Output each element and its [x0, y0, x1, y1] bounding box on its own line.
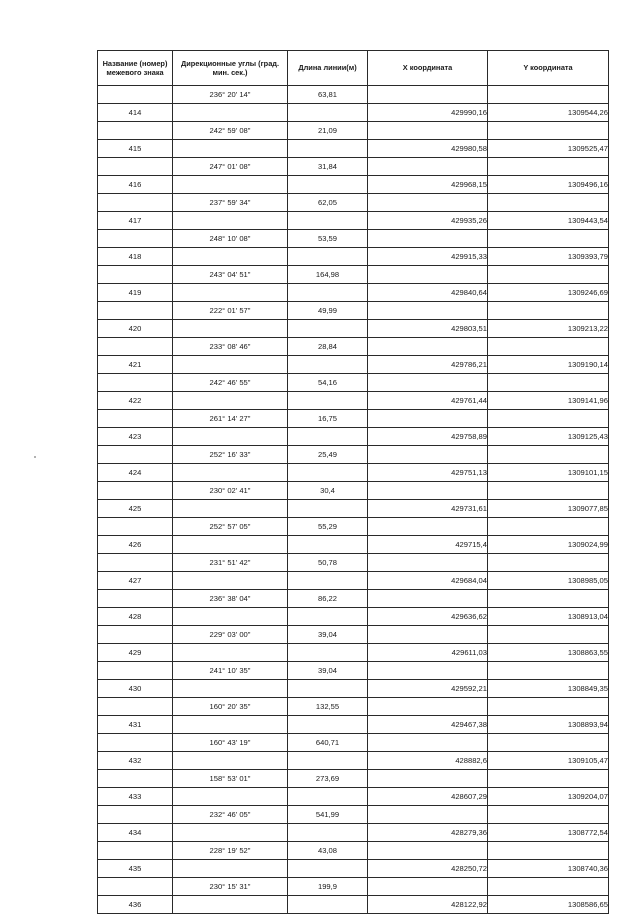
direction-angle: 160° 20' 35"	[173, 698, 288, 716]
empty-x-cell	[368, 158, 488, 176]
x-coordinate: 429758,89	[368, 428, 488, 446]
y-coordinate: 1309204,07	[488, 788, 609, 806]
empty-x-cell	[368, 878, 488, 896]
segment-row	[98, 698, 609, 716]
x-coordinate: 429731,61	[368, 500, 488, 518]
empty-x-cell	[368, 266, 488, 284]
table-row	[98, 212, 609, 230]
empty-length-cell	[288, 284, 368, 302]
point-name: 427	[98, 572, 173, 590]
empty-length-cell	[288, 104, 368, 122]
table-row	[98, 680, 609, 698]
empty-x-cell	[368, 554, 488, 572]
direction-angle: 247° 01' 08"	[173, 158, 288, 176]
point-name: 425	[98, 500, 173, 518]
empty-name-cell	[98, 734, 173, 752]
line-length: 30,4	[288, 482, 368, 500]
empty-angle-cell	[173, 356, 288, 374]
empty-x-cell	[368, 302, 488, 320]
x-coordinate: 429592,21	[368, 680, 488, 698]
empty-x-cell	[368, 590, 488, 608]
x-coordinate: 429786,21	[368, 356, 488, 374]
scan-speck	[34, 456, 36, 458]
segment-row	[98, 842, 609, 860]
empty-y-cell	[488, 806, 609, 824]
empty-angle-cell	[173, 248, 288, 266]
y-coordinate: 1309246,69	[488, 284, 609, 302]
empty-angle-cell	[173, 824, 288, 842]
empty-x-cell	[368, 122, 488, 140]
direction-angle: 237° 59' 34"	[173, 194, 288, 212]
x-coordinate: 429761,44	[368, 392, 488, 410]
segment-row	[98, 662, 609, 680]
segment-row	[98, 734, 609, 752]
direction-angle: 230° 02' 41"	[173, 482, 288, 500]
line-length: 62,05	[288, 194, 368, 212]
empty-y-cell	[488, 122, 609, 140]
empty-angle-cell	[173, 608, 288, 626]
x-coordinate: 429467,38	[368, 716, 488, 734]
direction-angle: 228° 19' 52"	[173, 842, 288, 860]
empty-name-cell	[98, 662, 173, 680]
point-name: 434	[98, 824, 173, 842]
x-coordinate: 429715,4	[368, 536, 488, 554]
segment-row	[98, 770, 609, 788]
empty-y-cell	[488, 338, 609, 356]
header-x-coordinate: X координата	[368, 51, 488, 86]
empty-name-cell	[98, 590, 173, 608]
header-direction-angles: Дирекционные углы (град. мин. сек.)	[173, 51, 288, 86]
table-row	[98, 536, 609, 554]
empty-y-cell	[488, 410, 609, 428]
y-coordinate: 1308893,94	[488, 716, 609, 734]
line-length: 53,59	[288, 230, 368, 248]
empty-length-cell	[288, 500, 368, 518]
empty-y-cell	[488, 734, 609, 752]
table-row	[98, 176, 609, 194]
y-coordinate: 1309190,14	[488, 356, 609, 374]
point-name: 428	[98, 608, 173, 626]
empty-y-cell	[488, 554, 609, 572]
x-coordinate: 429684,04	[368, 572, 488, 590]
empty-length-cell	[288, 536, 368, 554]
empty-x-cell	[368, 518, 488, 536]
empty-y-cell	[488, 446, 609, 464]
table-row	[98, 500, 609, 518]
line-length: 164,98	[288, 266, 368, 284]
point-name: 414	[98, 104, 173, 122]
segment-row	[98, 230, 609, 248]
direction-angle: 229° 03' 00"	[173, 626, 288, 644]
empty-angle-cell	[173, 140, 288, 158]
y-coordinate: 1308913,04	[488, 608, 609, 626]
point-name: 433	[98, 788, 173, 806]
empty-name-cell	[98, 194, 173, 212]
x-coordinate: 429751,13	[368, 464, 488, 482]
empty-y-cell	[488, 842, 609, 860]
y-coordinate: 1308985,05	[488, 572, 609, 590]
y-coordinate: 1308586,65	[488, 896, 609, 914]
table-row	[98, 140, 609, 158]
empty-angle-cell	[173, 176, 288, 194]
empty-length-cell	[288, 716, 368, 734]
y-coordinate: 1308849,35	[488, 680, 609, 698]
empty-length-cell	[288, 176, 368, 194]
y-coordinate: 1309443,54	[488, 212, 609, 230]
empty-y-cell	[488, 374, 609, 392]
empty-name-cell	[98, 770, 173, 788]
empty-y-cell	[488, 770, 609, 788]
segment-row	[98, 410, 609, 428]
empty-length-cell	[288, 788, 368, 806]
line-length: 43,08	[288, 842, 368, 860]
empty-y-cell	[488, 302, 609, 320]
empty-y-cell	[488, 662, 609, 680]
line-length: 49,99	[288, 302, 368, 320]
empty-length-cell	[288, 860, 368, 878]
table-row	[98, 248, 609, 266]
y-coordinate: 1309125,43	[488, 428, 609, 446]
table-row	[98, 752, 609, 770]
empty-name-cell	[98, 878, 173, 896]
empty-length-cell	[288, 140, 368, 158]
table-row	[98, 392, 609, 410]
x-coordinate: 429915,33	[368, 248, 488, 266]
table-row	[98, 608, 609, 626]
empty-name-cell	[98, 806, 173, 824]
empty-angle-cell	[173, 536, 288, 554]
empty-x-cell	[368, 410, 488, 428]
x-coordinate: 428279,36	[368, 824, 488, 842]
empty-y-cell	[488, 194, 609, 212]
line-length: 63,81	[288, 86, 368, 104]
header-point-name: Название (номер) межевого знака	[98, 51, 173, 86]
direction-angle: 231° 51' 42"	[173, 554, 288, 572]
empty-name-cell	[98, 302, 173, 320]
empty-length-cell	[288, 572, 368, 590]
point-name: 429	[98, 644, 173, 662]
empty-angle-cell	[173, 212, 288, 230]
empty-length-cell	[288, 824, 368, 842]
empty-angle-cell	[173, 788, 288, 806]
empty-name-cell	[98, 122, 173, 140]
y-coordinate: 1309544,26	[488, 104, 609, 122]
line-length: 50,78	[288, 554, 368, 572]
table-row	[98, 716, 609, 734]
segment-row	[98, 122, 609, 140]
x-coordinate: 429636,62	[368, 608, 488, 626]
empty-angle-cell	[173, 392, 288, 410]
empty-length-cell	[288, 212, 368, 230]
empty-angle-cell	[173, 320, 288, 338]
line-length: 54,16	[288, 374, 368, 392]
direction-angle: 242° 46' 55"	[173, 374, 288, 392]
empty-angle-cell	[173, 572, 288, 590]
empty-length-cell	[288, 644, 368, 662]
empty-x-cell	[368, 806, 488, 824]
segment-row	[98, 446, 609, 464]
segment-row	[98, 374, 609, 392]
empty-angle-cell	[173, 104, 288, 122]
empty-y-cell	[488, 590, 609, 608]
empty-x-cell	[368, 626, 488, 644]
direction-angle: 222° 01' 57"	[173, 302, 288, 320]
empty-angle-cell	[173, 860, 288, 878]
line-length: 55,29	[288, 518, 368, 536]
empty-angle-cell	[173, 464, 288, 482]
line-length: 21,09	[288, 122, 368, 140]
direction-angle: 261° 14' 27"	[173, 410, 288, 428]
empty-length-cell	[288, 320, 368, 338]
y-coordinate: 1308772,54	[488, 824, 609, 842]
x-coordinate: 428122,92	[368, 896, 488, 914]
line-length: 273,69	[288, 770, 368, 788]
point-name: 417	[98, 212, 173, 230]
y-coordinate: 1309101,15	[488, 464, 609, 482]
direction-angle: 248° 10' 08"	[173, 230, 288, 248]
empty-name-cell	[98, 698, 173, 716]
direction-angle: 233° 08' 46"	[173, 338, 288, 356]
line-length: 541,99	[288, 806, 368, 824]
empty-x-cell	[368, 194, 488, 212]
empty-angle-cell	[173, 500, 288, 518]
y-coordinate: 1308740,36	[488, 860, 609, 878]
empty-angle-cell	[173, 428, 288, 446]
table-row	[98, 788, 609, 806]
x-coordinate: 428250,72	[368, 860, 488, 878]
y-coordinate: 1309024,99	[488, 536, 609, 554]
empty-y-cell	[488, 878, 609, 896]
empty-angle-cell	[173, 752, 288, 770]
empty-name-cell	[98, 518, 173, 536]
empty-name-cell	[98, 446, 173, 464]
empty-name-cell	[98, 338, 173, 356]
y-coordinate: 1309393,79	[488, 248, 609, 266]
y-coordinate: 1309525,47	[488, 140, 609, 158]
point-name: 420	[98, 320, 173, 338]
empty-length-cell	[288, 752, 368, 770]
empty-x-cell	[368, 770, 488, 788]
empty-length-cell	[288, 608, 368, 626]
empty-y-cell	[488, 266, 609, 284]
direction-angle: 243° 04' 51"	[173, 266, 288, 284]
empty-name-cell	[98, 158, 173, 176]
header-row	[98, 51, 609, 86]
direction-angle: 232° 46' 05"	[173, 806, 288, 824]
table-row	[98, 320, 609, 338]
table-row	[98, 824, 609, 842]
table-row	[98, 356, 609, 374]
empty-name-cell	[98, 266, 173, 284]
segment-row	[98, 86, 609, 104]
y-coordinate: 1309496,16	[488, 176, 609, 194]
table-row	[98, 464, 609, 482]
table-row	[98, 860, 609, 878]
empty-length-cell	[288, 680, 368, 698]
empty-length-cell	[288, 464, 368, 482]
direction-angle: 252° 16' 33"	[173, 446, 288, 464]
line-length: 25,49	[288, 446, 368, 464]
point-name: 424	[98, 464, 173, 482]
segment-row	[98, 806, 609, 824]
empty-x-cell	[368, 662, 488, 680]
empty-x-cell	[368, 842, 488, 860]
segment-row	[98, 266, 609, 284]
y-coordinate: 1309213,22	[488, 320, 609, 338]
empty-y-cell	[488, 698, 609, 716]
empty-name-cell	[98, 86, 173, 104]
segment-row	[98, 554, 609, 572]
empty-name-cell	[98, 842, 173, 860]
empty-length-cell	[288, 356, 368, 374]
x-coordinate: 428882,6	[368, 752, 488, 770]
line-length: 31,84	[288, 158, 368, 176]
y-coordinate: 1309105,47	[488, 752, 609, 770]
empty-name-cell	[98, 410, 173, 428]
point-name: 436	[98, 896, 173, 914]
segment-row	[98, 338, 609, 356]
empty-x-cell	[368, 698, 488, 716]
line-length: 132,55	[288, 698, 368, 716]
y-coordinate: 1309141,96	[488, 392, 609, 410]
point-name: 432	[98, 752, 173, 770]
point-name: 423	[98, 428, 173, 446]
x-coordinate: 429935,26	[368, 212, 488, 230]
line-length: 39,04	[288, 662, 368, 680]
x-coordinate: 429803,51	[368, 320, 488, 338]
empty-x-cell	[368, 734, 488, 752]
empty-angle-cell	[173, 644, 288, 662]
point-name: 421	[98, 356, 173, 374]
empty-x-cell	[368, 446, 488, 464]
empty-y-cell	[488, 626, 609, 644]
point-name: 435	[98, 860, 173, 878]
empty-length-cell	[288, 428, 368, 446]
empty-length-cell	[288, 248, 368, 266]
empty-x-cell	[368, 338, 488, 356]
segment-row	[98, 590, 609, 608]
point-name: 426	[98, 536, 173, 554]
empty-y-cell	[488, 158, 609, 176]
empty-angle-cell	[173, 716, 288, 734]
line-length: 199,9	[288, 878, 368, 896]
table-body	[98, 86, 609, 914]
direction-angle: 242° 59' 08"	[173, 122, 288, 140]
table-row	[98, 428, 609, 446]
empty-name-cell	[98, 554, 173, 572]
direction-angle: 236° 20' 14"	[173, 86, 288, 104]
direction-angle: 252° 57' 05"	[173, 518, 288, 536]
empty-name-cell	[98, 230, 173, 248]
y-coordinate: 1309077,85	[488, 500, 609, 518]
line-length: 640,71	[288, 734, 368, 752]
empty-x-cell	[368, 482, 488, 500]
empty-x-cell	[368, 374, 488, 392]
empty-y-cell	[488, 86, 609, 104]
direction-angle: 158° 53' 01"	[173, 770, 288, 788]
point-name: 422	[98, 392, 173, 410]
point-name: 418	[98, 248, 173, 266]
line-length: 86,22	[288, 590, 368, 608]
empty-name-cell	[98, 374, 173, 392]
table-row	[98, 284, 609, 302]
point-name: 419	[98, 284, 173, 302]
segment-row	[98, 158, 609, 176]
boundary-coordinates-table	[97, 50, 609, 914]
segment-row	[98, 302, 609, 320]
point-name: 416	[98, 176, 173, 194]
table-row	[98, 644, 609, 662]
segment-row	[98, 482, 609, 500]
y-coordinate: 1308863,55	[488, 644, 609, 662]
empty-y-cell	[488, 482, 609, 500]
empty-angle-cell	[173, 680, 288, 698]
empty-name-cell	[98, 626, 173, 644]
header-y-coordinate: Y координата	[488, 51, 609, 86]
line-length: 16,75	[288, 410, 368, 428]
x-coordinate: 429840,64	[368, 284, 488, 302]
segment-row	[98, 878, 609, 896]
empty-x-cell	[368, 230, 488, 248]
x-coordinate: 429980,58	[368, 140, 488, 158]
segment-row	[98, 518, 609, 536]
x-coordinate: 429611,03	[368, 644, 488, 662]
segment-row	[98, 194, 609, 212]
table-row	[98, 572, 609, 590]
point-name: 431	[98, 716, 173, 734]
empty-y-cell	[488, 518, 609, 536]
direction-angle: 236° 38' 04"	[173, 590, 288, 608]
table-row	[98, 104, 609, 122]
x-coordinate: 429968,15	[368, 176, 488, 194]
empty-y-cell	[488, 230, 609, 248]
point-name: 430	[98, 680, 173, 698]
segment-row	[98, 626, 609, 644]
line-length: 39,04	[288, 626, 368, 644]
empty-length-cell	[288, 392, 368, 410]
x-coordinate: 428607,29	[368, 788, 488, 806]
direction-angle: 241° 10' 35"	[173, 662, 288, 680]
x-coordinate: 429990,16	[368, 104, 488, 122]
empty-angle-cell	[173, 284, 288, 302]
direction-angle: 160° 43' 19"	[173, 734, 288, 752]
direction-angle: 230° 15' 31"	[173, 878, 288, 896]
header-line-length: Длина линии(м)	[288, 51, 368, 86]
empty-x-cell	[368, 86, 488, 104]
empty-name-cell	[98, 482, 173, 500]
line-length: 28,84	[288, 338, 368, 356]
point-name: 415	[98, 140, 173, 158]
